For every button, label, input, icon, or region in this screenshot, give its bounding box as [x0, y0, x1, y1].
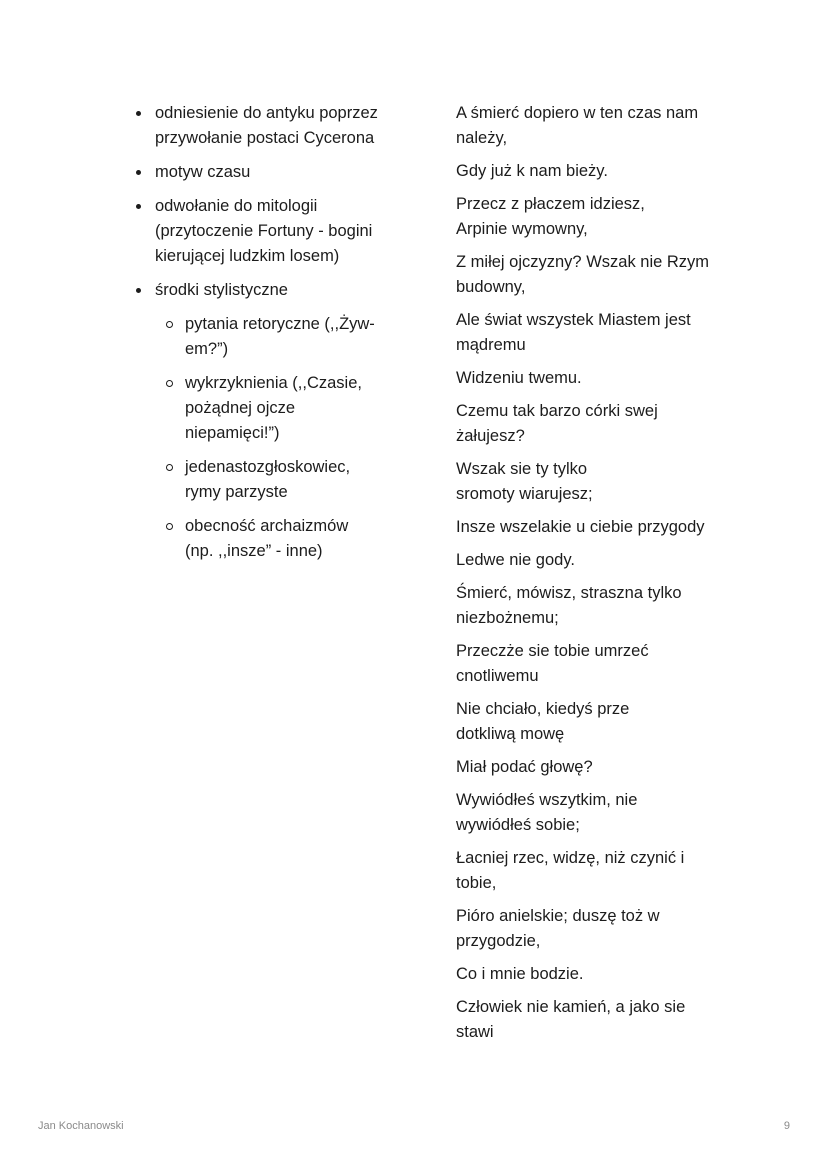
list-item: [133, 194, 423, 269]
list-item: [133, 101, 423, 151]
list-item: [133, 160, 423, 185]
sub-list: [155, 312, 423, 564]
poem-line: Czemu tak barzo córki swej żałujesz?: [456, 402, 658, 445]
poem-line: Wszak sie ty tylko sromoty wiarujesz;: [456, 460, 593, 503]
poem-line: Człowiek nie kamień, a jako sie stawi: [456, 998, 686, 1041]
sub-list-item-text: wykrzyknienia (,,Czasie, pożądnej ojcze niepamięci!”): [185, 374, 362, 442]
poem-line: Wywiódłeś wszytkim, nie wywiódłeś sobie;: [456, 791, 638, 834]
poem-line: Gdy już k nam bieży.: [456, 162, 608, 180]
sub-list-item: [155, 371, 423, 446]
poem-line: Ale świat wszystek Miastem jest mądremu: [456, 311, 691, 354]
sub-list-item: [155, 455, 423, 505]
notes-column: [133, 101, 423, 573]
sub-list-item: [155, 312, 423, 362]
poem-line: Co i mnie bodzie.: [456, 965, 584, 983]
sub-list-item: [155, 514, 423, 564]
list-item-text: motyw czasu: [155, 163, 251, 181]
poem-line: Insze wszelakie u ciebie przygody: [456, 518, 705, 536]
list-item-text: odniesienie do antyku poprzez przywołanie postaci Cycerona: [155, 104, 378, 147]
poem-line: Miał podać głowę?: [456, 758, 593, 776]
poem-line: Łacniej rzec, widzę, niż czynić i tobie,: [456, 849, 685, 892]
poem-column: [456, 101, 756, 1053]
list-item-text: odwołanie do mitologii (przytoczenie Fortuny - bogini kierującej ludzkim losem): [155, 197, 373, 265]
bullet-list: [133, 101, 423, 564]
sub-list-item-text: obecność archaizmów (np. ,,insze” - inne): [185, 517, 349, 560]
poem-line: Nie chciało, kiedyś prze dotkliwą mowę: [456, 700, 630, 743]
poem-line: Przeczże sie tobie umrzeć cnotliwemu: [456, 642, 649, 685]
poem-line: Śmierć, mówisz, straszna tylko niezbożnemu;: [456, 584, 682, 627]
poem-line: Ledwe nie gody.: [456, 551, 575, 569]
poem-line: Widzeniu twemu.: [456, 369, 582, 387]
poem-line: Z miłej ojczyzny? Wszak nie Rzym budowny,: [456, 253, 710, 296]
list-item: [133, 278, 423, 564]
sub-list-item-text: pytania retoryczne (,,Żyw- em?”): [185, 315, 375, 358]
footer-author: Jan Kochanowski: [38, 1120, 124, 1132]
poem-line: Przecz z płaczem idziesz, Arpinie wymowny,: [456, 195, 645, 238]
poem-line: Pióro anielskie; duszę toż w przygodzie,: [456, 907, 660, 950]
list-item-text: środki stylistyczne: [155, 281, 288, 299]
page-number: 9: [783, 1120, 790, 1132]
poem-line: A śmierć dopiero w ten czas nam należy,: [456, 104, 699, 147]
sub-list-item-text: jedenastozgłoskowiec, rymy parzyste: [185, 458, 351, 501]
